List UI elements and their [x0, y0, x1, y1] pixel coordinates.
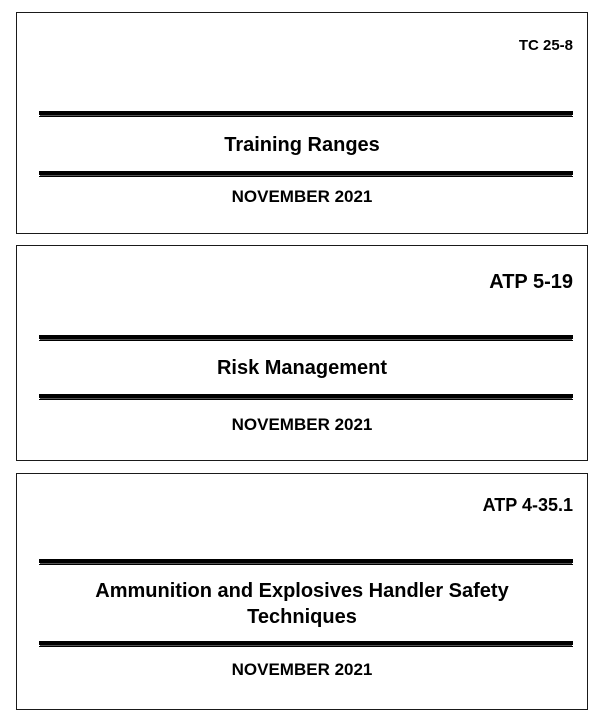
- document-cover-card: [16, 12, 588, 234]
- document-title: [17, 578, 587, 630]
- top-divider: [39, 559, 573, 563]
- document-title-line: Techniques: [247, 606, 357, 628]
- bottom-divider: [39, 394, 573, 398]
- publication-number: ATP 4-35.1: [482, 495, 573, 515]
- bottom-divider: [39, 171, 573, 175]
- document-title: Risk Management: [216, 357, 388, 379]
- publication-date: NOVEMBER 2021: [231, 415, 373, 434]
- bottom-divider: [39, 641, 573, 645]
- document-cover-card: [16, 473, 588, 710]
- publication-date: NOVEMBER 2021: [231, 660, 373, 679]
- document-title: Training Ranges: [224, 134, 380, 156]
- publication-date: NOVEMBER 2021: [231, 187, 373, 206]
- publication-number: TC 25-8: [518, 37, 573, 54]
- publication-number: ATP 5-19: [489, 271, 573, 293]
- document-title-line: Ammunition and Explosives Handler Safety: [95, 580, 509, 602]
- top-divider: [39, 111, 573, 115]
- top-divider: [39, 335, 573, 339]
- document-cover-card: [16, 245, 588, 461]
